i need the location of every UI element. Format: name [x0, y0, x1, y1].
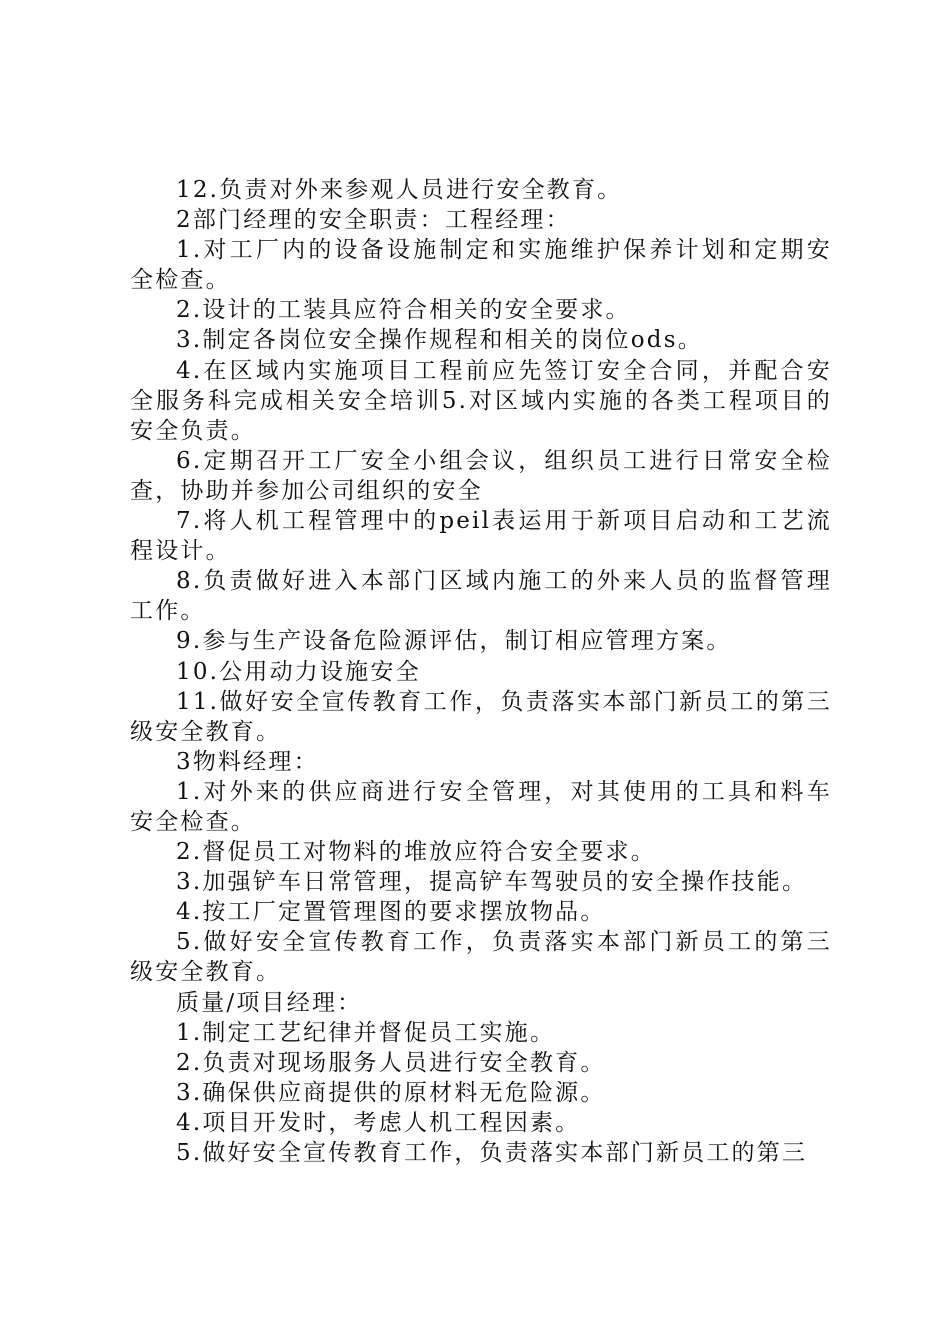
paragraph-section-3-heading: 3物料经理：	[176, 748, 319, 775]
paragraph-eng-3: 3.制定各岗位安全操作规程和相关的岗位ods。	[176, 327, 703, 354]
paragraph-mat-2: 2.督促员工对物料的堆放应符合安全要求。	[176, 839, 656, 866]
paragraph-12-visitor-education: 12.负责对外来参观人员进行安全教育。	[176, 177, 623, 203]
paragraph-mat-1: 1.对外来的供应商进行安全管理，对其使用的工具和料车安全检查。	[130, 778, 832, 835]
paragraph-eng-8: 8.负责做好进入本部门区域内施工的外来人员的监督管理工作。	[130, 568, 832, 625]
paragraph-eng-4-5: 4.在区域内实施项目工程前应先签订安全合同，并配合安全服务科完成相关安全培训5.对区域内实施的各类工程项目的安全负责。	[130, 357, 832, 444]
paragraph-eng-2: 2.设计的工装具应符合相关的安全要求。	[176, 297, 631, 324]
paragraph-eng-6: 6.定期召开工厂安全小组会议，组织员工进行日常安全检查，协助并参加公司组织的安全	[130, 447, 832, 504]
paragraph-eng-1: 1.对工厂内的设备设施制定和实施维护保养计划和定期安全检查。	[130, 237, 832, 294]
paragraph-qual-5: 5.做好安全宣传教育工作，负责落实本部门新员工的第三	[176, 1140, 808, 1166]
paragraph-mat-4: 4.按工厂定置管理图的要求摆放物品。	[176, 899, 606, 926]
paragraph-quality-heading: 质量/项目经理：	[176, 989, 363, 1016]
paragraph-qual-4: 4.项目开发时，考虑人机工程因素。	[176, 1109, 581, 1136]
document-body	[130, 175, 832, 1168]
paragraph-qual-1: 1.制定工艺纪律并督促员工实施。	[176, 1019, 556, 1046]
paragraph-qual-3: 3.确保供应商提供的原材料无危险源。	[176, 1079, 606, 1106]
paragraph-section-2-heading: 2部门经理的安全职责：工程经理：	[176, 207, 571, 234]
paragraph-eng-9: 9.参与生产设备危险源评估，制订相应管理方案。	[176, 628, 732, 655]
paragraph-eng-7: 7.将人机工程管理中的peil表运用于新项目启动和工艺流程设计。	[130, 508, 832, 565]
paragraph-eng-11: 11.做好安全宣传教育工作，负责落实本部门新员工的第三级安全教育。	[130, 688, 832, 745]
paragraph-eng-10: 10.公用动力设施安全	[176, 658, 421, 685]
paragraph-mat-3: 3.加强铲车日常管理，提高铲车驾驶员的安全操作技能。	[176, 869, 808, 896]
paragraph-mat-5: 5.做好安全宣传教育工作，负责落实本部门新员工的第三级安全教育。	[130, 929, 832, 986]
paragraph-qual-2: 2.负责对现场服务人员进行安全教育。	[176, 1049, 606, 1076]
